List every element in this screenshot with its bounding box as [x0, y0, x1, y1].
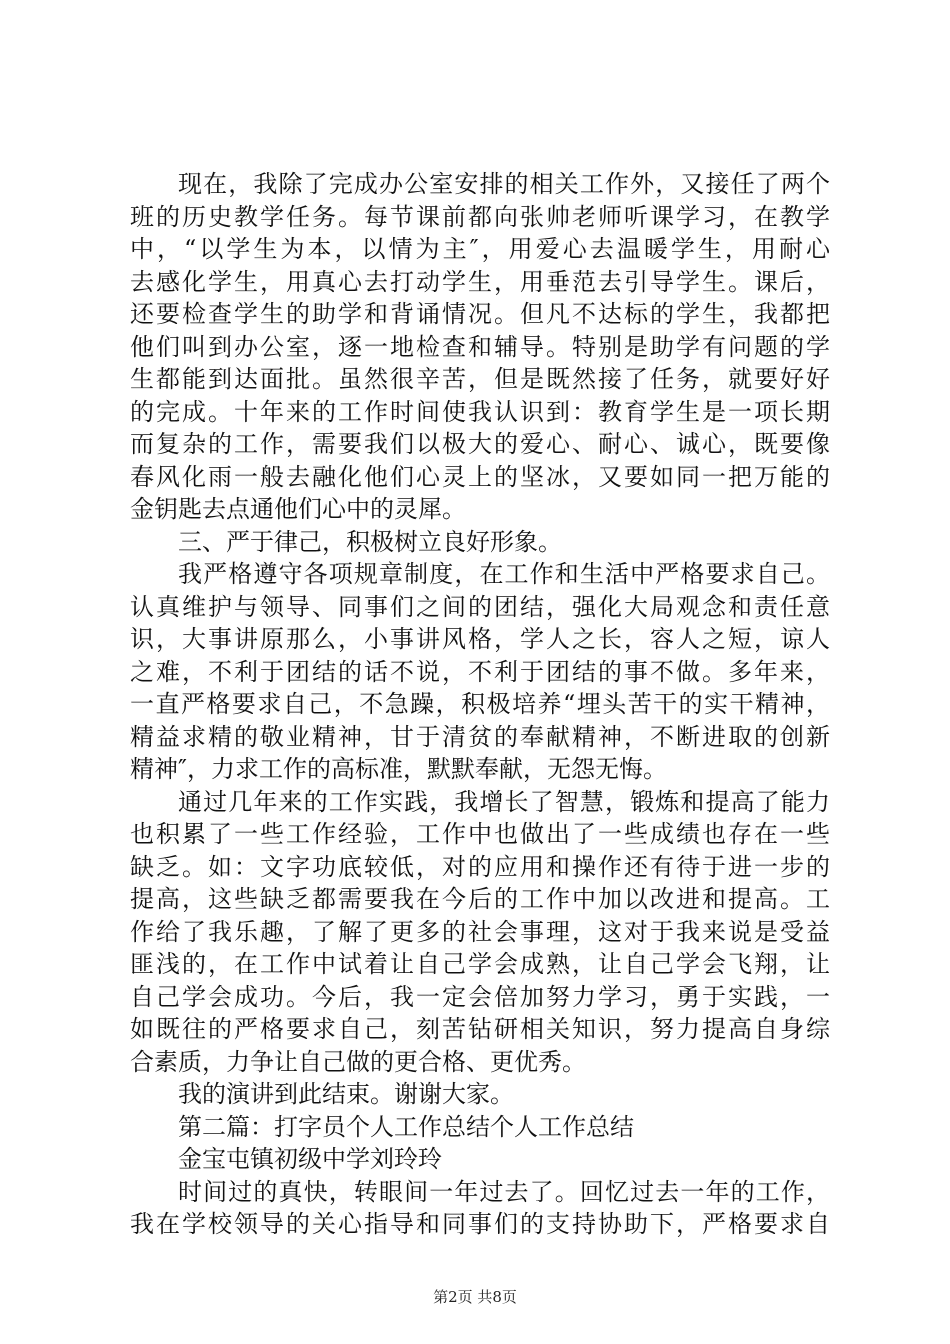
text-line: 我的演讲到此结束。谢谢大家。: [178, 1080, 514, 1108]
text-line: 还要检查学生的助学和背诵情况。但凡不达标的学生，我都把: [130, 300, 830, 328]
text-line: 精益求精的敬业精神，甘于清贫的奉献精神，不断进取的创新: [130, 722, 830, 751]
text-line: 他们叫到办公室，逐一地检查和辅导。特别是助学有问题的学: [130, 332, 830, 361]
text-line: 作给了我乐趣，了解了更多的社会事理，这对于我来说是受益: [130, 917, 830, 946]
text-line: 而复杂的工作，需要我们以极大的爱心、耐心、诚心，既要像: [130, 430, 830, 458]
body-text: [130, 168, 830, 1241]
text-line: 去感化学生，用真心去打动学生，用垂范去引导学生。课后，: [130, 267, 830, 296]
text-line: 识，大事讲原那么，小事讲风格，学人之长，容人之短，谅人: [130, 625, 830, 653]
text-line: 时间过的真快，转眼间一年过去了。回忆过去一年的工作，: [178, 1177, 830, 1206]
text-line: 一直严格要求自己，不急躁，积极培养“埋头苦干的实干精神，: [130, 690, 830, 718]
text-line: 中，“以学生为本，以情为主″，用爱心去温暖学生，用耐心: [130, 235, 830, 263]
text-line: 班的历史教学任务。每节课前都向张帅老师听课学习，在教学: [130, 202, 830, 231]
text-line: 缺乏。如：文字功底较低，对的应用和操作还有待于进一步的: [130, 852, 830, 881]
text-line: 之难，不利于团结的话不说，不利于团结的事不做。多年来，: [130, 657, 830, 686]
text-line: 我在学校领导的关心指导和同事们的支持协助下，严格要求自: [130, 1210, 830, 1238]
page-number-footer: 第2页 共8页: [433, 1288, 517, 1306]
text-line: 生都能到达面批。虽然很辛苦，但是既然接了任务，就要好好: [130, 365, 830, 393]
text-line: 现在，我除了完成办公室安排的相关工作外，又接任了两个: [178, 170, 830, 198]
text-line: 自己学会成功。今后，我一定会倍加努力学习，勇于实践，一: [130, 982, 830, 1011]
text-line: 认真维护与领导、同事们之间的团结，强化大局观念和责任意: [130, 592, 830, 621]
text-line: 通过几年来的工作实践，我增长了智慧，锻炼和提高了能力: [178, 787, 830, 816]
article-author: 金宝屯镇初级中学刘玲玲: [178, 1145, 442, 1173]
text-line: 提高，这些缺乏都需要我在今后的工作中加以改进和提高。工: [130, 885, 830, 913]
text-line: 匪浅的，在工作中试着让自己学会成熟，让自己学会飞翔，让: [130, 950, 830, 978]
text-line: 的完成。十年来的工作时间使我认识到：教育学生是一项长期: [130, 397, 830, 426]
section-heading: 三、严于律己，积极树立良好形象。: [178, 527, 562, 556]
text-line: 如既往的严格要求自己，刻苦钻研相关知识，努力提高自身综: [130, 1015, 830, 1043]
text-line: 也积累了一些工作经验，工作中也做出了一些成绩也存在一些: [130, 820, 830, 848]
text-line: 我严格遵守各项规章制度，在工作和生活中严格要求自己。: [178, 560, 830, 588]
text-line: 精神″，力求工作的高标准，默默奉献，无怨无悔。: [130, 755, 667, 783]
text-line: 金钥匙去点通他们心中的灵犀。: [130, 495, 466, 523]
article-title: 第二篇：打字员个人工作总结个人工作总结: [178, 1112, 634, 1141]
text-line: 合素质，力争让自己做的更合格、更优秀。: [130, 1047, 586, 1076]
text-line: 春风化雨一般去融化他们心灵上的坚冰，又要如同一把万能的: [130, 462, 830, 491]
